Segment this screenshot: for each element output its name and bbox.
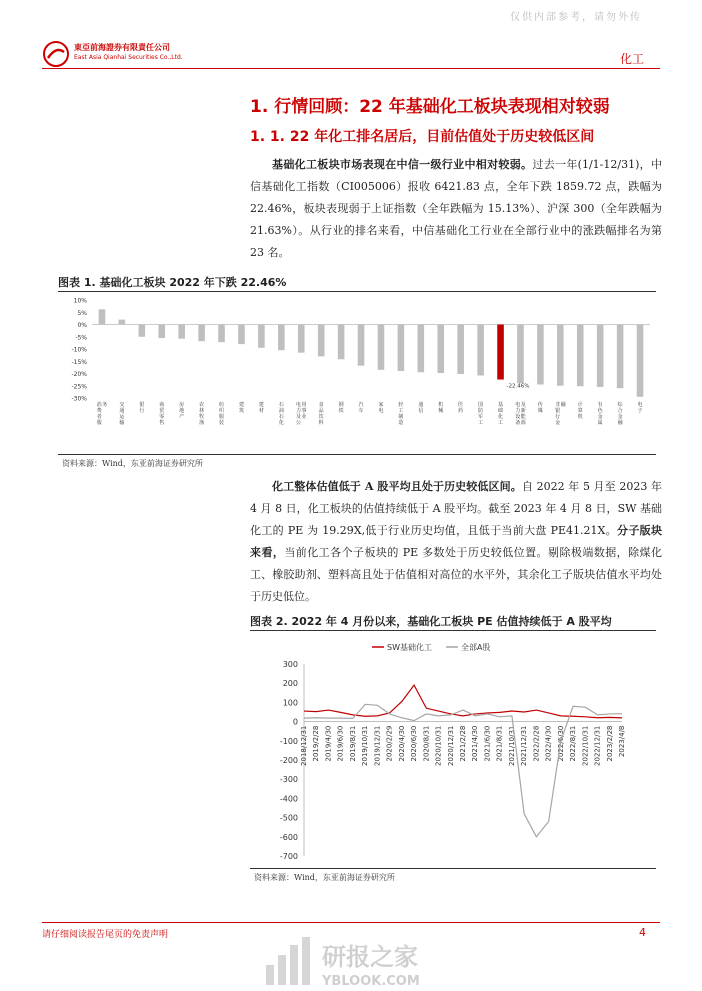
x-category-label: 料 [318,420,324,426]
x-category-label: 能 [520,414,526,420]
x-category-label: 林 [199,408,205,414]
paragraph-2 [250,476,662,608]
bar [218,325,225,343]
figure-2-title: 图表 2. 2022 年 4 月份以来，基础化工板块 PE 估值持续低于 A 股平均 [250,615,612,628]
x-category-label: 药 [458,408,464,414]
x-category-label: 电 [515,402,521,408]
company-logo-icon [42,40,70,68]
footer-divider [42,922,660,923]
x-category-label: 金 [617,414,623,420]
x-tick-label: 2021/12/31 [520,725,529,766]
site-watermark [262,935,462,991]
paragraph-1-lead: 基础化工板块市场表现在中信一级行业中相对较弱。 [272,158,533,171]
y-tick-label: 10% [73,297,87,305]
x-category-label: 金 [555,420,561,426]
figure-1-bottom-rule [58,454,656,455]
x-category-label: 算 [577,408,583,414]
x-category-label: 力 [295,408,302,414]
x-category-label: 轻 [398,402,404,408]
legend-label-a: 全部A股 [461,643,491,652]
line-chart [250,634,656,866]
bar [258,325,265,348]
x-tick-label: 2019/12/31 [373,725,382,766]
x-category-label: 品 [318,408,324,414]
bar [457,325,464,374]
y-tick-label: 200 [282,679,298,689]
y-tick-label: 5% [77,309,87,317]
x-category-label: 纺 [219,402,225,408]
x-tick-label: 2022/4/30 [544,725,553,762]
x-category-label: 设 [515,414,521,420]
x-category-label: 机 [577,414,583,420]
bar [617,325,624,389]
x-category-label: 者 [96,414,102,420]
x-category-label: 机 [438,402,444,408]
x-category-label: 用 [301,402,307,408]
y-tick-label: -15% [71,358,87,366]
section-label: 化工 [619,52,644,66]
x-tick-label: 2020/12/31 [446,725,455,766]
x-category-label: 融 [617,420,623,426]
series-line-sw [304,685,622,718]
x-tick-label: 2020/8/31 [422,725,431,762]
x-tick-label: 2020/2/29 [385,725,394,762]
x-category-label: 费 [96,408,102,414]
bar [418,325,425,373]
x-category-label: 铁 [338,408,344,414]
x-category-label: 通 [418,402,424,408]
watermark-text: 研报之家 [322,943,418,971]
bar [398,325,405,372]
x-category-label: 计 [577,402,583,408]
x-category-label: 牧 [199,414,205,420]
y-tick-label: -5% [75,334,87,342]
figure-1-source: 资料来源：Wind，东亚前海证券研究所 [62,459,203,468]
bar [597,325,604,387]
x-category-label: 业 [301,414,307,420]
bar [318,325,325,357]
bar-chart [58,294,656,454]
x-category-label: 商 [159,402,165,408]
x-category-label: 造 [398,420,404,426]
x-category-label: 传 [537,402,543,408]
bar [477,325,484,376]
x-category-label: 贸 [159,408,165,414]
x-category-label: 产 [179,414,185,420]
y-tick-label: -500 [279,813,298,823]
y-tick-label: -700 [279,852,298,861]
x-category-label: 筑 [238,408,244,414]
x-category-label: 非 [555,402,561,408]
bar [238,325,245,345]
x-category-label: 子 [637,408,643,414]
x-category-label: 材 [258,408,264,414]
watermark-logo-icon [266,937,310,985]
x-tick-label: 2019/10/31 [361,725,370,766]
x-category-label: 融 [560,402,566,408]
x-category-label: 化 [278,420,284,426]
x-category-label: 地 [179,408,185,414]
bar [158,325,165,338]
bar [178,325,185,339]
x-category-label: 化 [498,414,504,420]
x-tick-label: 2022/10/31 [581,725,590,766]
watermark-url: YBLOOK.COM [322,974,420,989]
x-category-label: 制 [398,414,404,420]
x-tick-label: 2022/6/30 [556,725,565,762]
highlight-data-label: -22.46% [506,383,530,390]
bar [637,325,644,397]
x-category-label: 源 [520,420,526,426]
y-tick-label: 0% [77,322,87,329]
y-tick-label: -20% [71,371,87,378]
x-tick-label: 2020/10/31 [434,725,443,766]
x-category-label: 有 [597,402,603,408]
y-tick-label: -10% [71,346,87,354]
x-category-label: 食 [318,402,324,408]
bar [557,325,564,386]
bar [298,325,305,353]
paragraph-1-text: 过去一年(1/1-12/31)，中信基础化工指数（CI005006）报收 6421.83 点，全年下跌 1859.72 点，跌幅为 22.46%，板块表现弱于上证指数（全年跌幅为 15.13%）、沪深 300（全年跌幅为 21.63%）。从行业的排名来看，中信基础化工行业在全部行业中的涨跌幅排名为第 23 名。 [250,158,663,259]
x-category-label: 石 [278,414,284,420]
x-category-label: 电 [378,408,384,414]
paragraph-2-lead-2: 分子版块来看， [250,524,662,559]
heading-2: 1. 1. 22 年化工排名居后，目前估值处于历史较低区间 [250,129,595,145]
x-category-label: 新 [520,408,526,414]
figure-1-title: 图表 1. 基础化工板块 2022 年下跌 22.46% [58,276,287,289]
x-category-label: 服 [219,414,225,420]
page-number: 4 [639,926,646,939]
x-tick-label: 2021/2/28 [459,725,467,762]
x-category-label: 油 [278,408,284,414]
x-tick-label: 2021/4/30 [471,725,480,762]
paragraph-2-text-1: 自 2022 年 5 月至 2023 年 4 月 8 日，化工板块的估值持续低于 A 股平均。截至 2023 年 4 月 8 日，SW 基础化工的 PE 为 19.29X,低于行业历史均值，且低于当前大盘 PE41.21X。 [250,480,663,537]
y-tick-label: -30% [71,395,87,403]
bar [577,325,584,387]
x-tick-label: 2019/2/28 [312,725,321,762]
x-category-label: 电 [637,402,643,408]
bar [517,325,524,384]
x-tick-label: 2019/6/30 [336,725,345,762]
bar [497,325,504,380]
x-category-label: 色 [597,408,603,414]
bar [119,320,126,325]
x-category-label: 建 [238,402,244,408]
x-tick-label: 2020/6/30 [410,725,419,762]
x-category-label: 通 [119,408,125,414]
bar [278,325,285,351]
y-tick-label: 100 [282,698,298,708]
x-category-label: 钢 [338,402,344,408]
x-category-label: 公 [295,420,302,426]
x-category-label: 汽 [358,402,364,408]
x-category-label: 银 [555,408,561,414]
x-category-label: 织 [219,408,225,414]
x-category-label: 银 [139,402,145,408]
x-category-label: 工 [478,420,484,426]
x-tick-label: 2022/2/28 [532,725,541,762]
x-category-label: 信 [418,408,424,414]
figure-1-top-rule [58,291,656,292]
bar [358,325,365,366]
x-category-label: 础 [498,408,504,414]
x-tick-label: 2018/12/31 [300,725,308,766]
x-category-label: 及 [520,402,526,408]
x-category-label: 服 [96,420,102,426]
paragraph-1 [250,154,662,264]
x-category-label: 建 [258,402,264,408]
x-tick-label: 2023/4/8 [618,725,626,758]
bar [139,325,146,337]
x-category-label: 消 [96,402,102,408]
bar [378,325,385,370]
x-category-label: 力 [515,408,521,414]
x-category-label: 行 [555,414,561,420]
x-category-label: 军 [478,414,484,420]
x-tick-label: 2021/10/31 [507,725,516,766]
x-tick-label: 2019/8/31 [348,725,357,762]
x-category-label: 备 [515,420,521,426]
bar [338,325,345,360]
x-category-label: 装 [219,420,225,426]
x-category-label: 售 [159,420,165,426]
x-tick-label: 2021/6/30 [483,725,492,762]
x-category-label: 石 [278,402,284,408]
series-line-a [304,704,622,836]
x-tick-label: 2019/4/30 [324,725,333,762]
heading-1: 1. 行情回顾：22 年基础化工板块表现相对较弱 [250,97,610,117]
company-name-cn: 東亞前海證券有限責任公司 [74,43,170,52]
x-category-label: 交 [119,402,125,408]
x-category-label: 零 [159,414,165,420]
x-category-label: 防 [478,408,484,414]
x-category-label: 运 [119,414,125,420]
x-category-label: 基 [498,402,504,408]
y-tick-label: -100 [279,736,298,746]
x-category-label: 农 [199,402,205,408]
x-category-label: 行 [139,408,145,414]
x-tick-label: 2022/12/31 [593,725,602,766]
x-category-label: 房 [179,402,185,408]
bar [537,325,544,385]
x-category-label: 工 [398,408,404,414]
x-tick-label: 2021/8/31 [495,725,504,762]
x-tick-label: 2020/4/30 [397,725,406,762]
x-category-label: 综 [617,402,623,408]
x-category-label: 械 [438,408,444,414]
x-category-label: 工 [498,420,504,426]
x-category-label: 事 [301,408,307,414]
legend-label-sw: SW基础化工 [387,643,432,652]
x-category-label: 国 [478,402,484,408]
y-tick-label: 0 [292,717,298,727]
y-tick-label: 300 [282,660,298,669]
x-category-label: 合 [617,408,623,414]
x-category-label: 属 [597,420,603,426]
x-category-label: 家 [378,402,384,408]
header-divider [42,68,660,69]
y-tick-label: -25% [71,383,87,391]
x-category-label: 医 [458,402,464,408]
y-tick-label: -400 [279,794,298,804]
footer-disclaimer: 请仔细阅读报告尾页的免责声明 [42,930,169,940]
figure-2-source: 资料来源：Wind，东亚前海证券研究所 [254,873,395,882]
x-category-label: 媒 [537,408,543,414]
x-tick-label: 2023/2/28 [605,725,614,762]
bar [198,325,205,342]
x-category-label: 饮 [318,414,324,420]
x-tick-label: 2022/8/31 [569,725,578,762]
bar [437,325,444,374]
paragraph-2-lead: 化工整体估值低于 A 股平均且处于历史较低区间。 [272,480,522,493]
figure-2-bottom-rule [250,868,656,869]
x-category-label: 电 [295,402,302,408]
x-category-label: 务 [102,402,108,408]
bar [99,309,106,324]
paragraph-2-text-2: 当前化工各个子板块的 PE 多数处于历史较低位置。剔除极端数据，除煤化工、橡胶助剂、塑料高且处于估值相对高位的水平外，其余化工子版块估值水平均处于历史低位。 [250,546,662,603]
header-watermark: 仅供内部参考，请勿外传 [510,12,642,23]
x-category-label: 车 [358,408,364,414]
y-tick-label: -300 [279,775,298,785]
y-tick-label: -200 [279,756,298,765]
x-category-label: 金 [597,414,603,420]
figure-2-top-rule [250,630,656,631]
x-category-label: 渔 [199,420,205,426]
y-tick-label: -600 [279,832,298,842]
x-category-label: 输 [119,420,125,426]
x-category-label: 及 [295,414,302,420]
company-name-en: East Asia Qianhai Securities Co.,Ltd. [74,54,183,61]
